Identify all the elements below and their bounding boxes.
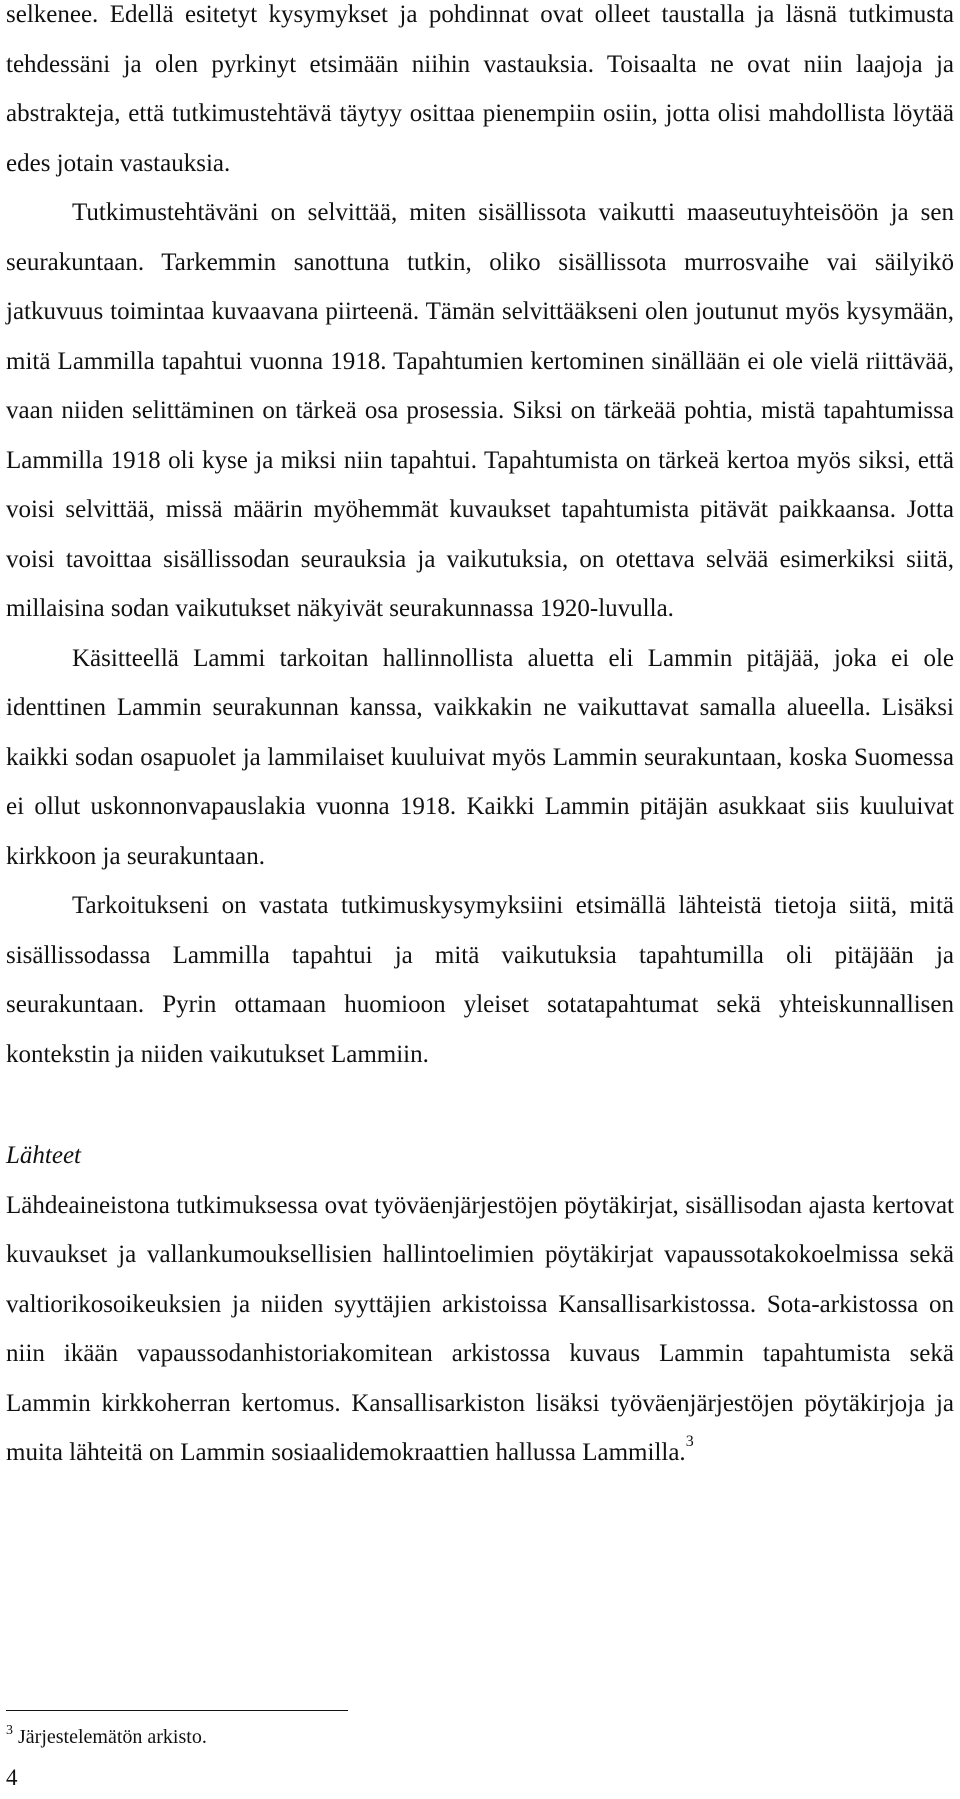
footnote-separator: [6, 1710, 348, 1711]
footnote-number: 3: [6, 1723, 13, 1738]
sources-paragraph: [6, 1181, 954, 1478]
sources-text: Lähdeaineistona tutkimuksessa ovat työväenjärjestöjen pöytäkirjat, sisällisodan ajasta kertovat kuvaukset ja vallankumouksellisien hallintoelimien pöytäkirjat vapaussotakokoelmissa sekä valtiorikosoikeuksien ja niiden syyttäjien arkistoissa Kansallisarkistossa. Sota-arkistossa on niin ikään vapaussodanhistoriakomitean arkistossa kuvaus Lammin tapahtumista sekä Lammin kirkkoherran kertomus. Kansallisarkiston lisäksi työväenjärjestöjen pöytäkirjoja ja muita lähteitä on Lammin sosiaalidemokraattien hallussa Lammilla.: [6, 1191, 954, 1466]
paragraph-2: Tutkimustehtäväni on selvittää, miten sisällissota vaikutti maaseutuyhteisöön ja sen seurakuntaan. Tarkemmin sanottuna tutkin, oliko sisällissota murrosvaihe vai säilyikö jatkuvuus toimintaa kuvaavana piirteenä. Tämän selvittääkseni olen joutunut myös kysymään, mitä Lammilla tapahtui vuonna 1918. Tapahtumien kertominen sinällään ei ole vielä riittävää, vaan niiden selittäminen on tärkeä osa prosessia. Siksi on tärkeää pohtia, mistä tapahtumissa Lammilla 1918 oli kyse ja miksi niin tapahtui. Tapahtumista on tärkeä kertoa myös siksi, että voisi selvittää, missä määrin myöhemmät kuvaukset tapahtumista pitävät paikkaansa. Jotta voisi tavoittaa sisällissodan seurauksia ja vaikutuksia, on otettava selvää esimerkiksi siitä, millaisina sodan vaikutukset näkyivät seurakunnassa 1920-luvulla.: [6, 199, 954, 622]
paragraph-4: Tarkoitukseni on vastata tutkimuskysymyksiini etsimällä lähteistä tietoja siitä, mitä sisällissodassa Lammilla tapahtui ja mitä vaikutuksia tapahtumilla oli pitäjään ja seurakuntaan. Pyrin ottamaan huomioon yleiset sotatapahtumat sekä yhteiskunnallisen kontekstin ja niiden vaikutukset Lammiin.: [6, 892, 954, 1068]
paragraph-1: selkenee. Edellä esitetyt kysymykset ja pohdinnat ovat olleet taustalla ja läsnä tutkimusta tehdessäni ja olen pyrkinyt etsimään niihin vastauksia. Toisaalta ne ovat niin laajoja ja abstrakteja, että tutkimustehtävä täytyy osittaa pienempiin osiin, jotta olisi mahdollista löytää edes jotain vastauksia.: [6, 1, 954, 177]
footnote: [6, 1722, 207, 1752]
section-gap: [6, 1079, 954, 1131]
footnote-text: Järjestelemätön arkisto.: [18, 1726, 207, 1748]
body-text: [6, 0, 954, 1478]
footnote-reference[interactable]: 3: [685, 1433, 694, 1450]
page-number: 4: [6, 1765, 18, 1790]
paragraph-3: Käsitteellä Lammi tarkoitan hallinnollista aluetta eli Lammin pitäjää, joka ei ole identtinen Lammin seurakunnan kanssa, vaikkakin ne vaikuttavat samalla alueella. Lisäksi kaikki sodan osapuolet ja lammilaiset kuuluivat myös Lammin seurakuntaan, koska Suomessa ei ollut uskonnonvapauslakia vuonna 1918. Kaikki Lammin pitäjän asukkaat siis kuuluivat kirkkoon ja seurakuntaan.: [6, 644, 954, 870]
sources-heading: Lähteet: [6, 1142, 81, 1169]
